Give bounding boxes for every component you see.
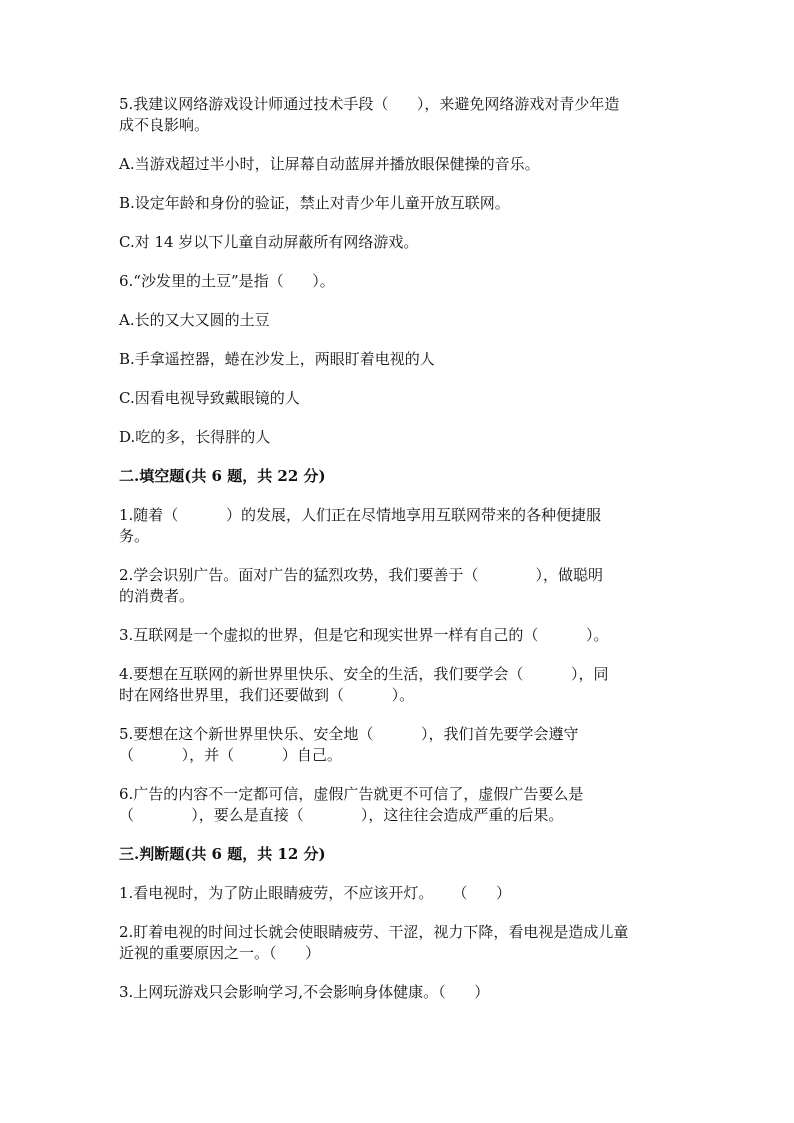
question-text: 的消费者。 (119, 587, 195, 605)
question-text: （ ），要么是直接（ ），这往往会造成严重的后果。 (119, 806, 564, 824)
fill-question-3 (119, 625, 675, 646)
fill-question-1 (119, 505, 675, 547)
question-text: 5.我建议网络游戏设计师通过技术手段（ ），来避免网络游戏对青少年造 (119, 95, 620, 113)
question-text: 3.互联网是一个虚拟的世界，但是它和现实世界一样有自己的（ ）。 (119, 626, 609, 644)
question-5 (119, 94, 675, 136)
question-text: 6.“沙发里的土豆”是指（ ）。 (119, 272, 335, 290)
question-text: 成不良影响。 (119, 116, 210, 134)
option-d: D.吃的多，长得胖的人 (119, 428, 271, 446)
fill-question-6 (119, 784, 675, 826)
question-text: 2.盯着电视的时间过长就会使眼睛疲劳、干涩，视力下降，看电视是造成儿童 (119, 923, 629, 941)
question-text: 3.上网玩游戏只会影响学习,不会影响身体健康。（ ） (119, 983, 490, 1001)
fill-question-2 (119, 565, 675, 607)
option-a: A.长的又大又圆的土豆 (119, 311, 270, 329)
question-text: 务。 (119, 527, 150, 545)
option-a: A.当游戏超过半小时，让屏幕自动蓝屏并播放眼保健操的音乐。 (119, 155, 540, 173)
question-text: 1.看电视时，为了防止眼睛疲劳，不应该开灯。 （ ） (119, 884, 511, 902)
question-text: 近视的重要原因之一。（ ） (119, 944, 321, 962)
judge-question-1 (119, 883, 675, 904)
question-6 (119, 271, 675, 292)
question-text: （ ），并（ ）自己。 (119, 746, 342, 764)
question-text: 6.广告的内容不一定都可信，虚假广告就更不可信了，虚假广告要么是 (119, 785, 584, 803)
question-text: 1.随着（ ）的发展，人们正在尽情地享用互联网带来的各种便捷服 (119, 506, 601, 524)
option-b: B.手拿遥控器，蜷在沙发上，两眼盯着电视的人 (119, 350, 435, 368)
exam-page (119, 94, 675, 1021)
question-text: 时在网络世界里，我们还要做到（ ）。 (119, 686, 415, 704)
question-text: 5.要想在这个新世界里快乐、安全地（ ），我们首先要学会遵守 (119, 725, 579, 743)
question-text: 4.要想在互联网的新世界里快乐、安全的生活，我们要学会（ ），同 (119, 665, 609, 683)
section-title-fill-in: 二.填空题(共 6 题，共 22 分) (119, 467, 326, 485)
judge-question-2 (119, 922, 675, 964)
fill-question-4 (119, 664, 675, 706)
option-c: C.对 14 岁以下儿童自动屏蔽所有网络游戏。 (119, 233, 419, 251)
section-title-true-false: 三.判断题(共 6 题，共 12 分) (119, 845, 326, 863)
option-c: C.因看电视导致戴眼镜的人 (119, 389, 300, 407)
option-b: B.设定年龄和身份的验证，禁止对青少年儿童开放互联网。 (119, 194, 510, 212)
question-text: 2.学会识别广告。面对广告的猛烈攻势，我们要善于（ ），做聪明 (119, 566, 604, 584)
judge-question-3 (119, 982, 675, 1003)
fill-question-5 (119, 724, 675, 766)
